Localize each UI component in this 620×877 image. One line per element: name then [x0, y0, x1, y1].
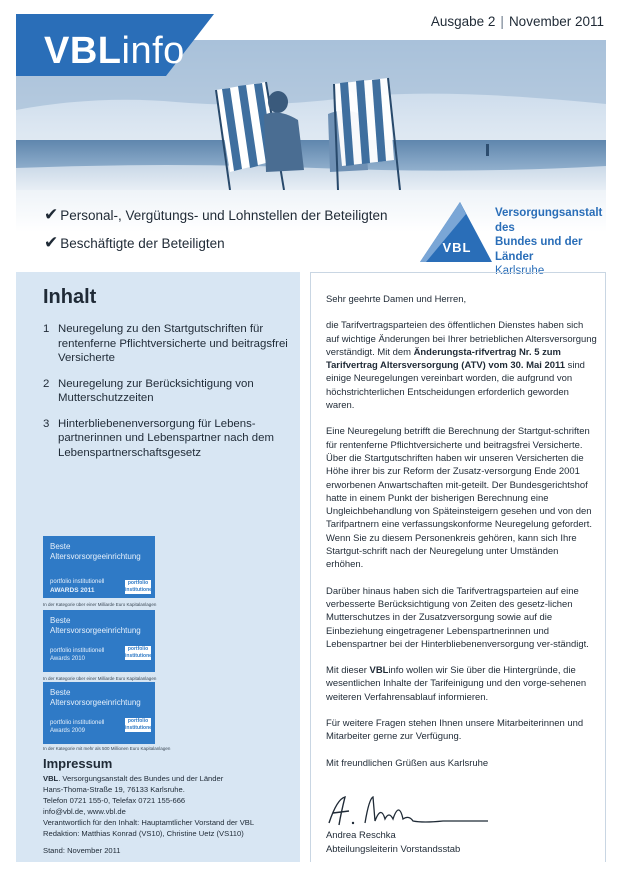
sidebar-panel: [16, 272, 300, 862]
letter-paragraph: Mit dieser VBLinfo wollen wir Sie über die Hintergründe, die wesentlichen Inhalte der Tarifeinigung und den vorge-sehenen weiteren Verfahrensablauf informieren.: [326, 665, 587, 703]
award-logo: portfolio institutionell: [125, 580, 155, 593]
award-title: Beste Altersvorsorgeeinrichtung: [50, 542, 141, 561]
signature-image: [323, 793, 493, 831]
toc-number: 2: [43, 377, 50, 390]
letter-paragraph: die Tarifvertragsparteien des öffentlichen Dienstes haben sich auf wichtige Änderungen bei Ihrer betrieblichen Altersversorgung verständigt. Mit dem Änderungsta-rifvertrag Nr. 5 zum Tarifvertrag Altersversorgung (ATV) vom 30. Mai 2011 sind einige Neuregelungen vereinbart worden, die aufgrund von höchstrichterlichen Entscheidungen erforderlich geworden waren.: [326, 320, 597, 412]
letter-paragraph: Darüber hinaus haben sich die Tarifvertragsparteien auf eine verbesserte Berücksichtigung von Zeiten des gesetz-lichen Mutterschutzes in der Zusatzversorgung sowie auf die Einbeziehung eingetragener Lebenspartnerinnen und Lebenspartner bei der Hinterbliebenenversorgung ver-ständigt.: [326, 585, 589, 650]
toc-text: Neuregelung zu den Startgutschriften für rentenferne Pflichtversicherte und beitragsfrei Versicherte: [58, 323, 288, 364]
table-of-contents: [43, 322, 288, 471]
impressum: [43, 758, 298, 839]
toc-item[interactable]: [43, 377, 288, 406]
award-logo: portfolio institutionell: [125, 718, 155, 731]
award-badge-2009: [43, 682, 155, 744]
impressum-phone: Telefon 0721 155-0, Telefax 0721 155-666: [43, 796, 186, 805]
award-badge-2010: [43, 610, 155, 672]
letter-panel: [310, 272, 606, 862]
impressum-title: Impressum: [43, 756, 113, 771]
contents-title: Inhalt: [43, 286, 97, 308]
award-caption: In der Kategorie über einer Milliarde Euro Kapitalanlagen: [43, 676, 157, 681]
toc-number: 1: [43, 323, 50, 335]
checkmark-icon: ✔: [44, 233, 59, 253]
award-year: AWARDS 2011: [50, 587, 95, 594]
letter-greeting: Sehr geehrte Damen und Herren,: [326, 294, 467, 305]
toc-text: Neuregelung zur Berücksichtigung von Mutterschutzzeiten: [58, 377, 254, 404]
award-badge-2011: [43, 536, 155, 598]
award-title: Beste Altersvorsorgeeinrichtung: [50, 616, 141, 635]
impressum-org: VBL. Versorgungsanstalt des Bundes und der Länder: [43, 774, 224, 783]
signer-role: Abteilungsleiterin Vorstandsstab: [326, 843, 461, 855]
signer-block: [326, 829, 460, 856]
stand-date: Stand: November 2011: [43, 846, 121, 855]
award-title: Beste Altersvorsorgeeinrichtung: [50, 688, 141, 707]
audience-item: [44, 231, 387, 255]
award-caption: In der Kategorie mit mehr als 500 Millionen Euro Kapitalanlagen: [43, 746, 171, 751]
letter-paragraph: Eine Neuregelung betrifft die Berechnung der Startgut-schriften für rentenferne Pflichtversicherte und beitragsfrei Versicherte. Über die Startgutschriften haben wir unseren Versicherten die Höhe ihrer bis zur Reform der Zusatz-versorgung Ende 2001 erworbenen Anwartschaften mit-geteilt. Der Bundesgerichtshof hatte in einem Punkt der bisherigen Berechnung eine Ungleichbehandlung von Späteinsteigern gesehen und von den Tarifpartnern eine verfassungskonforme Neuregelung gefordert. Wenn Sie zu diesem Personenkreis gehören, kann sich Ihre Startgut-schrift nach der Neuregelung unter Umständen erhöhen.: [326, 426, 592, 571]
signer-name: Andrea Reschka: [326, 830, 396, 841]
impressum-editors: Redaktion: Matthias Konrad (VS10), Christine Uetz (VS110): [43, 829, 244, 838]
impressum-address: Hans-Thoma-Straße 19, 76133 Karlsruhe.: [43, 785, 185, 794]
award-caption: In der Kategorie über einer Milliarde Euro Kapitalanlagen: [43, 602, 157, 607]
toc-item[interactable]: [43, 417, 288, 461]
award-source: portfolio institutionell: [50, 579, 105, 585]
toc-number: 3: [43, 417, 50, 430]
brand-tab: [16, 14, 214, 76]
issue-info: [431, 14, 604, 29]
toc-item[interactable]: [43, 322, 288, 366]
org-name-line1: Versorgungsanstalt des: [495, 207, 603, 234]
impressum-responsible: Verantwortlich für den Inhalt: Hauptamtlicher Vorstand der VBL: [43, 818, 255, 827]
letter-paragraph: Für weitere Fragen stehen Ihnen unsere Mitarbeiterinnen und Mitarbeiter gerne zur Verfügung.: [326, 718, 584, 743]
award-year: Awards 2010: [50, 656, 85, 662]
letter-closing: Mit freundlichen Grüßen aus Karlsruhe: [326, 757, 489, 769]
issue-number: Ausgabe 2: [430, 14, 496, 29]
issue-separator: |: [500, 14, 504, 29]
award-logo: portfolio institutionell: [125, 646, 155, 659]
audience-list: [44, 203, 387, 259]
audience-label: Beschäftigte der Beteiligten: [60, 235, 225, 251]
vbl-logo-text: VBL: [442, 240, 472, 255]
letter-body: [326, 293, 598, 778]
impressum-web[interactable]: info@vbl.de, www.vbl.de: [43, 807, 126, 816]
toc-text: Hinterbliebenenversorgung für Lebens-partnerinnen und Lebenspartner nach dem Lebenspartnerschaftsgesetz: [58, 417, 274, 459]
award-source: portfolio institutionell: [50, 648, 105, 654]
audience-label: Personal-, Vergütungs- und Lohnstellen der Beteiligten: [60, 207, 388, 223]
org-name: [495, 206, 620, 279]
org-city: Karlsruhe: [495, 265, 545, 277]
org-name-line2: Bundes und der Länder: [495, 236, 583, 263]
checkmark-icon: ✔: [44, 205, 59, 225]
issue-date: November 2011: [508, 14, 604, 29]
audience-item: [44, 203, 387, 227]
brand-title: VBLinfo: [44, 30, 185, 72]
award-source: portfolio institutionell: [50, 720, 105, 726]
award-year: Awards 2009: [50, 728, 85, 734]
